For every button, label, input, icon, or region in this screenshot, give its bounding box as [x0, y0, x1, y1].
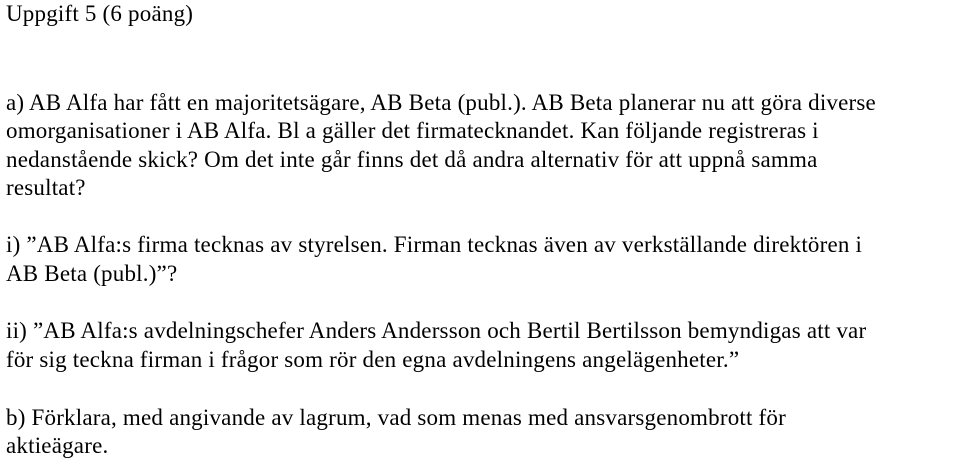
sub-item-ii-line: för sig teckna firman i frågor som rör den egna avdelningens angelägenheter.”: [6, 347, 740, 372]
exercise-heading: Uppgift 5 (6 poäng): [6, 1, 194, 26]
sub-item-i-line: i) ”AB Alfa:s firma tecknas av styrelsen. Firman tecknas även av verkställande direktören i: [6, 232, 863, 257]
question-a-line: resultat?: [6, 175, 86, 200]
sub-item-i-line: AB Beta (publ.)”?: [6, 261, 178, 286]
question-b-line: b) Förklara, med angivande av lagrum, vad som menas med ansvarsgenombrott för: [6, 405, 786, 430]
question-a-line: omorganisationer i AB Alfa. Bl a gäller det firmatecknandet. Kan följande registreras i: [6, 118, 819, 143]
question-a-line: a) AB Alfa har fått en majoritetsägare, AB Beta (publ.). AB Beta planerar nu att göra diverse: [6, 90, 876, 115]
sub-item-ii-line: ii) ”AB Alfa:s avdelningschefer Anders Andersson och Bertil Bertilsson bemyndigas att var: [6, 318, 867, 343]
question-a-line: nedanstående skick? Om det inte går finns det då andra alternativ för att uppnå samma: [6, 147, 818, 172]
question-b-line: aktieägare.: [6, 433, 109, 458]
